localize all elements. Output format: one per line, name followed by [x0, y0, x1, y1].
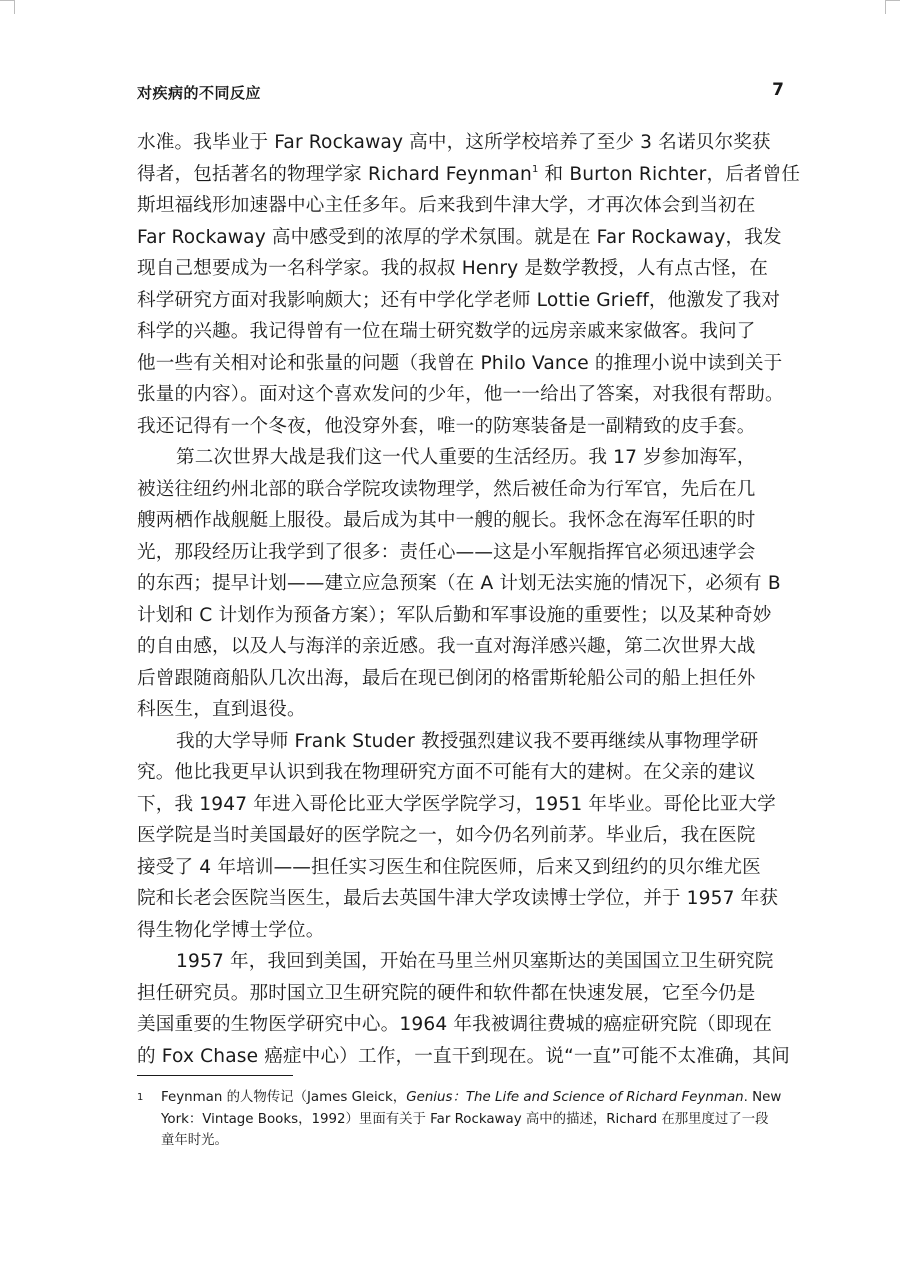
text-line-content-continued: 和 Burton Richter，后者曾任: [538, 163, 801, 185]
text-line-content: 计划和 C 计划作为预备方案）；军队后勤和军事设施的重要性；以及某种奇妙: [137, 604, 772, 626]
footnote-line-1: [137, 1087, 785, 1109]
footnote-marker: 1: [137, 1092, 144, 1103]
footnote: [137, 1087, 785, 1152]
text-line: [137, 505, 785, 537]
text-line-content: 我还记得有一个冬夜，他没穿外套，唯一的防寒装备是一副精致的皮手套。: [137, 415, 756, 437]
crop-mark-top-left-horizontal: [0, 0, 14, 1]
text-line-content: 科学研究方面对我影响颇大；还有中学化学老师 Lottie Grieff，他激发了我对: [137, 289, 781, 311]
footnote-line-1-start: Feynman 的人物传记（James Gleick，: [161, 1090, 407, 1105]
footnote-book-title: Genius：The Life and Science of Richard Feynman: [406, 1090, 744, 1105]
text-line-content: 接受了 4 年培训——担任实习医生和住院医师，后来又到纽约的贝尔维尤医: [137, 856, 761, 878]
footnote-reference[interactable]: 1: [531, 163, 539, 175]
text-line-content: 医学院是当时美国最好的医学院之一，如今仍名列前茅。毕业后，我在医院: [137, 825, 756, 846]
text-line: [137, 442, 785, 474]
text-line-content: 美国重要的生物医学研究中心。1964 年我被调往费城的癌症研究院（即现在: [137, 1014, 773, 1035]
text-line-content: 被送往纽约州北部的联合学院攻读物理学，然后被任命为行军官，先后在几: [137, 478, 756, 500]
body-text: [137, 127, 801, 1072]
text-line: [137, 253, 785, 285]
text-line-content: 担任研究员。那时国立卫生研究院的硬件和软件都在快速发展，它至今仍是: [137, 982, 756, 1004]
text-line-content: 得生物化学博士学位。: [137, 919, 325, 941]
text-line: [137, 694, 785, 726]
text-line-content: 的 Fox Chase 癌症中心）工作，一直干到现在。说“一直”可能不太准确，其间: [137, 1045, 790, 1067]
text-line: [137, 946, 785, 978]
text-line-content: 水准。我毕业于 Far Rockaway 高中，这所学校培养了至少 3 名诺贝尔奖获: [137, 132, 771, 153]
text-line: [137, 978, 785, 1010]
text-line-content: 我的大学导师 Frank Studer 教授强烈建议我不要再继续从事物理学研: [176, 730, 759, 752]
text-line-content: 斯坦福线形加速器中心主任多年。后来我到牛津大学，才再次体会到当初在: [137, 195, 756, 216]
text-line: [137, 190, 785, 222]
text-line: [137, 537, 785, 569]
footnote-line-3: 童年时光。: [161, 1133, 228, 1148]
text-line: [137, 1009, 785, 1041]
text-line: [137, 159, 801, 191]
text-line: [137, 474, 785, 506]
text-line-content: 后曾跟随商船队几次出海，最后在现已倒闭的格雷斯轮船公司的船上担任外: [137, 667, 756, 689]
crop-mark-top-right-horizontal: [886, 0, 900, 1]
text-line-content: 现自己想要成为一名科学家。我的叔叔 Henry 是数学教授，人有点古怪，在: [137, 258, 769, 279]
text-line: [137, 127, 785, 159]
crop-mark-top-left-vertical: [14, 0, 15, 14]
text-line: [137, 820, 785, 852]
page-number: 7: [772, 80, 784, 100]
footnote-line-2: York：Vintage Books，1992）里面有关于 Far Rockaway 高中的描述，Richard 在那里度过了一段: [161, 1111, 769, 1127]
text-line: [137, 600, 785, 632]
text-line: [137, 1041, 790, 1073]
text-line: [137, 285, 785, 317]
running-head: 对疾病的不同反应: [137, 84, 262, 102]
text-line: [137, 915, 785, 947]
text-line-content: 科学的兴趣。我记得曾有一位在瑞士研究数学的远房亲戚来家做客。我问了: [137, 321, 756, 342]
text-line-content: 科医生，直到退役。: [137, 699, 306, 720]
text-line: [137, 348, 785, 380]
text-line: [137, 379, 785, 411]
text-line-content: 张量的内容）。面对这个喜欢发问的少年，他一一给出了答案，对我很有帮助。: [137, 384, 784, 405]
text-line-content: 得者，包括著名的物理学家 Richard Feynman: [137, 163, 532, 185]
text-line: [137, 852, 785, 884]
text-line: [137, 316, 785, 348]
text-line: [137, 726, 785, 758]
text-line-content: 院和长老会医院当医生，最后去英国牛津大学攻读博士学位，并于 1957 年获: [137, 888, 779, 909]
text-line-content: 的东西；提早计划——建立应急预案（在 A 计划无法实施的情况下，必须有 B: [137, 573, 781, 594]
text-line: [137, 568, 785, 600]
text-line-content: 艘两栖作战舰艇上服役。最后成为其中一艘的舰长。我怀念在海军任职的时: [137, 510, 756, 531]
text-line: [137, 631, 785, 663]
text-line-content: 他一些有关相对论和张量的问题（我曾在 Philo Vance 的推理小说中读到关于: [137, 352, 783, 374]
footnote-rule: [137, 1075, 293, 1076]
text-line-content: Far Rockaway 高中感受到的浓厚的学术氛围。就是在 Far Rockaway，我发: [137, 226, 782, 248]
text-line: [137, 883, 785, 915]
footnote-line-1-end: . New: [743, 1090, 782, 1105]
text-line-content: 1957 年，我回到美国，开始在马里兰州贝塞斯达的美国国立卫生研究院: [176, 951, 774, 972]
text-line: [137, 663, 785, 695]
text-line-content: 第二次世界大战是我们这一代人重要的生活经历。我 17 岁参加海军，: [176, 447, 756, 468]
crop-mark-top-right-vertical: [885, 0, 886, 14]
text-line: [137, 757, 785, 789]
text-line-content: 光，那段经历让我学到了很多：责任心——这是小军舰指挥官必须迅速学会: [137, 541, 756, 563]
text-line: [137, 411, 785, 443]
text-line-content: 究。他比我更早认识到我在物理研究方面不可能有大的建树。在父亲的建议: [137, 762, 756, 783]
text-line: [137, 789, 785, 821]
text-line-content: 的自由感，以及人与海洋的亲近感。我一直对海洋感兴趣，第二次世界大战: [137, 636, 756, 657]
text-line: [137, 222, 785, 254]
text-line-content: 下，我 1947 年进入哥伦比亚大学医学院学习，1951 年毕业。哥伦比亚大学: [137, 793, 776, 815]
